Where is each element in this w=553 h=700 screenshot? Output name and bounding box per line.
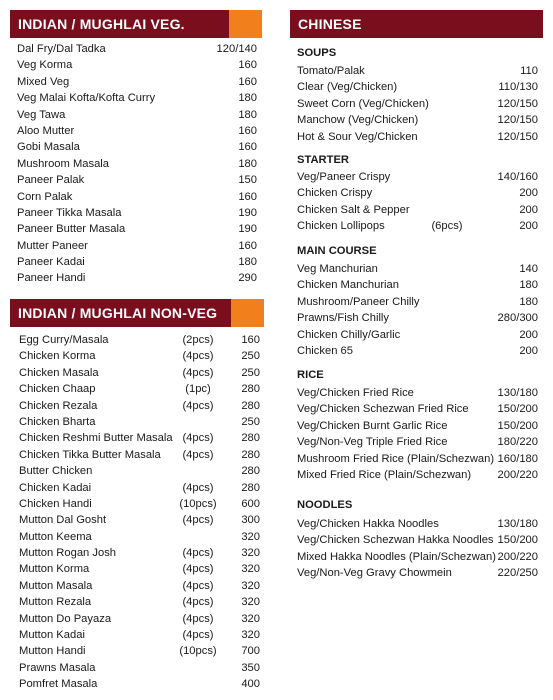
item-price: 120/140 [216,43,257,55]
menu-item [297,467,538,483]
menu-item [297,96,538,112]
item-name: Chicken Chaap [19,383,96,396]
item-name: Chicken 65 [297,344,353,357]
item-price: 700 [241,645,260,658]
menu-item [297,516,538,532]
item-name: Mixed Veg [17,75,70,88]
item-quantity: (10pcs) [179,497,217,510]
item-price: 190 [238,223,257,236]
menu-item [297,112,538,128]
item-price: 200 [519,220,538,233]
menu-item [297,310,538,326]
item-price: 180 [238,157,257,170]
item-name: Veg/Chicken Schezwan Fried Rice [297,403,469,416]
section-header-veg [10,10,262,38]
item-quantity: (4pcs) [182,432,214,445]
menu-item [297,79,538,95]
menu-item [19,578,260,594]
item-price: 180 [238,108,257,121]
item-price: 160 [238,124,257,137]
item-name: Aloo Mutter [17,124,75,137]
item-name: Chicken Kadai [19,481,92,494]
item-price: 140/160 [497,171,538,183]
item-price: 150/200 [497,419,538,432]
item-name: Paneer Kadai [17,256,85,269]
menu-item [17,221,257,237]
menu-item [19,545,260,561]
item-price: 250 [241,366,260,379]
item-name: Mutton Keema [19,530,92,543]
menu-list-chinese [297,169,538,235]
menu-item [19,512,260,528]
item-name: Butter Chicken [19,465,93,478]
menu-item [297,565,538,581]
subsection-title: NOODLES [297,499,353,511]
item-price: 160 [238,190,257,203]
item-quantity: (4pcs) [182,350,214,363]
item-quantity: (10pcs) [179,645,217,658]
menu-item [19,594,260,610]
item-name: Veg Korma [17,59,73,72]
item-name: Chicken Handi [19,497,92,510]
item-price: 160 [238,141,257,154]
item-price: 280 [241,465,260,478]
item-price: 200 [519,328,538,341]
item-name: Sweet Corn (Veg/Chicken) [297,97,429,110]
item-price: 180 [238,92,257,105]
item-quantity: (4pcs) [182,448,214,461]
menu-item [19,561,260,577]
item-price: 600 [241,497,260,510]
item-name: Paneer Handi [17,272,86,285]
item-price: 290 [238,272,257,285]
item-name: Veg/Chicken Hakka Noodles [297,518,439,530]
item-price: 320 [241,563,260,576]
item-name: Chicken Chilly/Garlic [297,328,401,341]
item-name: Chicken Rezala [19,399,98,412]
item-name: Mushroom Masala [17,157,110,170]
menu-item [17,238,257,254]
item-price: 400 [241,678,260,691]
item-price: 180 [519,279,538,292]
menu-item [297,451,538,467]
item-name: Mutter Paneer [17,239,88,252]
item-price: 320 [241,579,260,592]
item-name: Prawns Masala [19,661,96,674]
item-name: Veg/Non-Veg Gravy Chowmein [297,567,452,580]
item-name: Mutton Masala [19,579,93,592]
menu-list-chinese [297,261,538,359]
item-name: Prawns/Fish Chilly [297,312,390,325]
item-price: 250 [241,415,260,428]
menu-item [19,447,260,463]
header-accent-block [229,10,262,38]
item-quantity: (4pcs) [182,579,214,592]
item-price: 250 [241,350,260,363]
item-name: Paneer Tikka Masala [17,206,122,219]
item-name: Mutton Do Payaza [19,612,112,625]
item-price: 320 [241,596,260,609]
item-name: Mutton Rogan Josh [19,547,117,560]
item-name: Gobi Masala [17,141,80,154]
item-name: Veg/Chicken Fried Rice [297,387,414,399]
menu-list-chinese [297,516,538,582]
item-quantity: (4pcs) [182,547,214,560]
item-name: Mutton Handi [19,645,86,658]
item-price: 110 [520,65,538,77]
menu-item [17,107,257,123]
item-quantity: (4pcs) [182,596,214,609]
item-name: Pomfret Masala [19,678,98,691]
menu-item [19,381,260,397]
item-price: 190 [238,206,257,219]
section-title: CHINESE [298,16,362,32]
item-price: 120/150 [497,130,538,143]
item-price: 280 [241,481,260,494]
menu-item [17,254,257,270]
item-price: 120/150 [497,114,538,127]
item-price: 280 [241,432,260,445]
item-price: 160 [238,59,257,72]
item-name: Mutton Kadai [19,629,85,642]
item-name: Hot & Sour Veg/Chicken [297,130,418,143]
header-accent-block [231,299,264,327]
item-price: 320 [241,612,260,625]
subsection-title: MAIN COURSE [297,245,377,257]
menu-item [297,385,538,401]
item-price: 150/200 [497,534,538,547]
menu-list-chinese [297,385,538,483]
menu-item [17,172,257,188]
item-name: Veg/Paneer Crispy [297,171,391,183]
subsection-title: SOUPS [297,47,337,59]
item-price: 180/220 [497,436,538,449]
menu-item [19,414,260,430]
item-quantity: (2pcs) [182,334,214,346]
item-price: 160 [241,334,260,346]
section-title: INDIAN / MUGHLAI VEG. [18,16,185,32]
item-price: 200 [519,344,538,357]
menu-item [297,418,538,434]
item-name: Mixed Fried Rice (Plain/Schezwan) [297,468,472,481]
item-price: 200/220 [497,468,538,481]
item-quantity: (4pcs) [182,612,214,625]
menu-item [17,139,257,155]
item-name: Mushroom Fried Rice (Plain/Schezwan) [297,452,495,465]
menu-list-nonveg [19,332,260,693]
menu-item [19,676,260,692]
menu-item [19,398,260,414]
item-price: 180 [238,256,257,269]
item-name: Egg Curry/Masala [19,334,109,346]
menu-item [17,205,257,221]
item-name: Veg/Chicken Schezwan Hakka Noodles [297,534,494,547]
subsection-title: STARTER [297,154,349,166]
item-name: Mutton Rezala [19,596,92,609]
menu-item [297,401,538,417]
item-price: 350 [241,661,260,674]
section-title: INDIAN / MUGHLAI NON-VEG [18,305,218,321]
item-price: 220/250 [497,567,538,580]
item-price: 200 [519,187,538,200]
item-name: Veg Tawa [17,108,66,121]
menu-item [17,41,257,57]
menu-item [19,480,260,496]
item-name: Veg/Non-Veg Triple Fried Rice [297,436,448,449]
menu-item [19,332,260,348]
menu-item [17,57,257,73]
menu-item [297,202,538,218]
menu-item [297,185,538,201]
menu-item [17,189,257,205]
item-name: Paneer Butter Masala [17,223,126,236]
item-quantity: (6pcs) [431,220,463,233]
menu-item [17,156,257,172]
menu-item [17,90,257,106]
item-name: Veg Malai Kofta/Kofta Curry [17,92,156,105]
item-quantity: (1pc) [185,383,211,396]
item-name: Chicken Masala [19,366,99,379]
item-price: 110/130 [498,81,538,94]
item-name: Chicken Bharta [19,415,96,428]
menu-item [19,365,260,381]
menu-item [19,627,260,643]
menu-item [297,327,538,343]
item-name: Chicken Lollipops [297,220,385,233]
item-price: 320 [241,629,260,642]
menu-item [19,660,260,676]
item-price: 180 [519,295,538,308]
menu-item [19,496,260,512]
item-name: Chicken Manchurian [297,279,399,292]
item-price: 120/150 [497,97,538,110]
item-name: Chicken Crispy [297,187,373,200]
menu-item [297,294,538,310]
item-quantity: (4pcs) [182,366,214,379]
item-name: Veg Manchurian [297,263,378,275]
menu-item [297,169,538,185]
item-quantity: (4pcs) [182,481,214,494]
menu-item [19,529,260,545]
item-name: Chicken Salt & Pepper [297,203,410,216]
item-name: Clear (Veg/Chicken) [297,81,398,94]
item-name: Veg/Chicken Burnt Garlic Rice [297,419,448,432]
item-quantity: (4pcs) [182,563,214,576]
item-price: 320 [241,547,260,560]
item-quantity: (4pcs) [182,399,214,412]
section-header-nonveg [10,299,264,327]
item-price: 300 [241,514,260,527]
item-price: 140 [519,263,538,275]
item-price: 130/180 [497,387,538,399]
menu-item [297,277,538,293]
item-name: Chicken Korma [19,350,96,363]
item-price: 280 [241,383,260,396]
item-price: 320 [241,530,260,543]
item-name: Mixed Hakka Noodles (Plain/Schezwan) [297,550,496,563]
menu-item [297,343,538,359]
menu-list-veg [17,41,257,287]
item-name: Corn Palak [17,190,73,203]
item-price: 200/220 [497,550,538,563]
item-price: 280/300 [497,312,538,325]
menu-item [19,430,260,446]
menu-item [17,270,257,286]
item-quantity: (4pcs) [182,629,214,642]
item-name: Tomato/Palak [297,65,365,77]
item-price: 150 [238,174,257,187]
menu-item [297,261,538,277]
menu-item [297,129,538,145]
menu-item [19,348,260,364]
item-quantity: (4pcs) [182,514,214,527]
menu-item [19,611,260,627]
subsection-title: RICE [297,369,324,381]
menu-item [19,643,260,659]
item-name: Paneer Palak [17,174,85,187]
item-price: 160 [238,75,257,88]
item-name: Chicken Tikka Butter Masala [19,448,161,461]
menu-item [297,549,538,565]
menu-item [17,74,257,90]
menu-item [17,123,257,139]
item-name: Mushroom/Paneer Chilly [297,295,420,308]
item-name: Dal Fry/Dal Tadka [17,43,106,55]
menu-item [297,218,538,234]
menu-item [297,63,538,79]
item-name: Mutton Dal Gosht [19,514,107,527]
item-name: Manchow (Veg/Chicken) [297,114,419,127]
menu-list-chinese [297,63,538,145]
section-header-chinese [290,10,543,38]
item-price: 160 [238,239,257,252]
item-price: 130/180 [497,518,538,530]
item-price: 280 [241,448,260,461]
menu-item [297,434,538,450]
item-price: 150/200 [497,403,538,416]
item-price: 160/180 [497,452,538,465]
item-name: Chicken Reshmi Butter Masala [19,432,173,445]
item-name: Mutton Korma [19,563,90,576]
menu-item [297,532,538,548]
item-price: 280 [241,399,260,412]
item-price: 200 [519,203,538,216]
menu-item [19,463,260,479]
